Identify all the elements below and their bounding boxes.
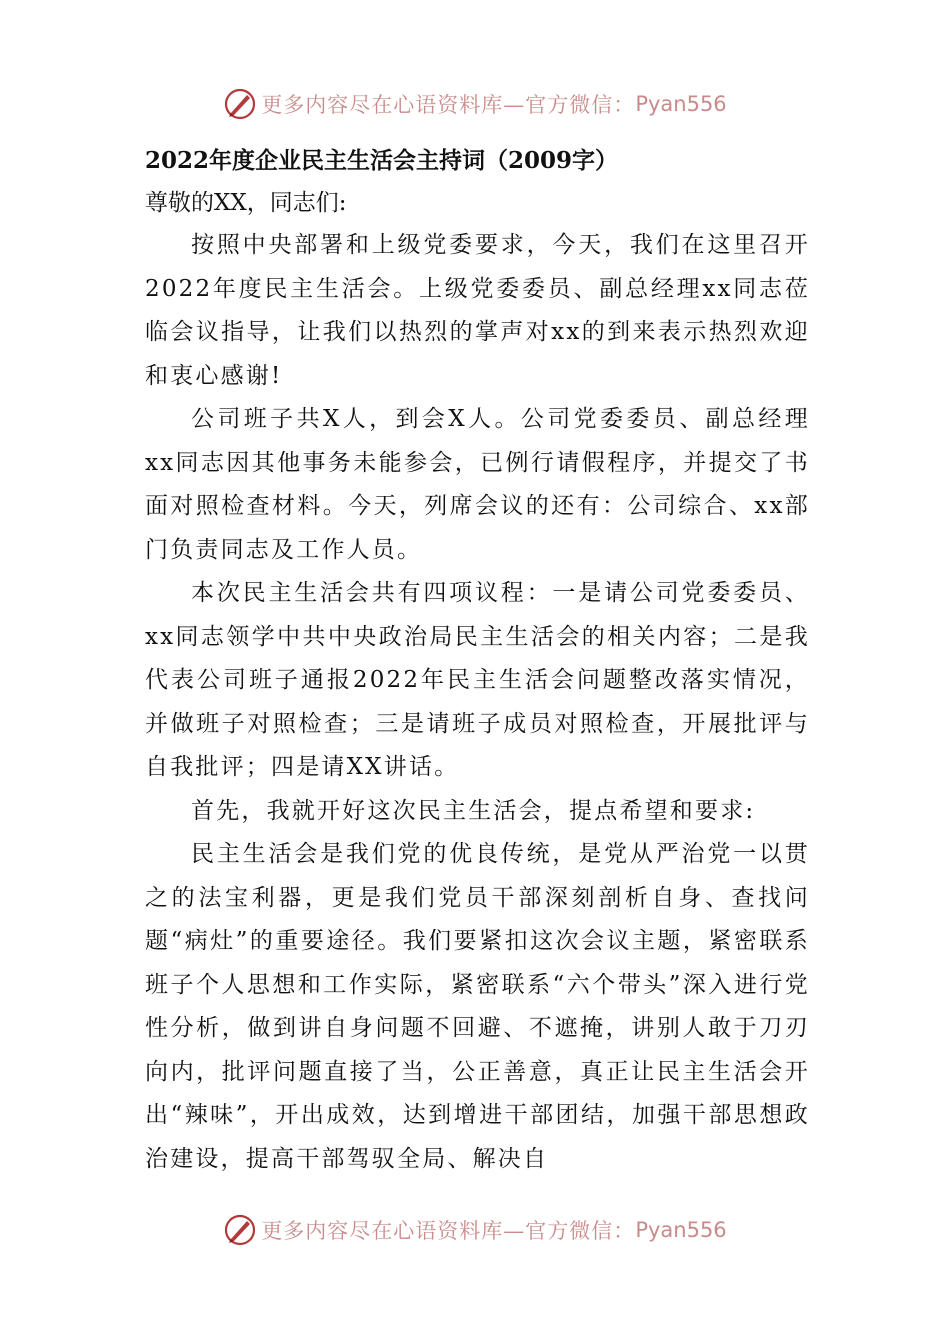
paragraph: 公司班子共X人，到会X人。公司党委委员、副总经理xx同志因其他事务未能参会，已例行请假程序，并提交了书面对照检查材料。今天，列席会议的还有：公司综合、xx部门负责同志及工作人员。	[145, 406, 810, 563]
footer-banner	[0, 1210, 950, 1250]
paragraph: 按照中央部署和上级党委要求，今天，我们在这里召开2022年度民主生活会。上级党委委员、副总经理xx同志莅临会议指导，让我们以热烈的掌声对xx的到来表示热烈欢迎和衷心感谢!	[145, 232, 810, 389]
paragraph: 本次民主生活会共有四项议程：一是请公司党委委员、xx同志领学中共中央政治局民主生活会的相关内容；二是我代表公司班子通报2022年民主生活会问题整改落实情况，并做班子对照检查；三是请班子成员对照检查，开展批评与自我批评；四是请XX讲话。	[145, 580, 810, 780]
paragraph: 民主生活会是我们党的优良传统，是党从严治党一以贯之的法宝利器，更是我们党员干部深刻剖析自身、查找问题“病灶”的重要途径。我们要紧扣这次会议主题，紧密联系班子个人思想和工作实际，紧密联系“六个带头”深入进行党性分析，做到讲自身问题不回避、不遮掩，讲别人敢于刀刃向内，批评问题直接了当，公正善意，真正让民主生活会开出“辣味”，开出成效，达到增进干部团结，加强干部思想政治建设，提高干部驾驭全局、解决自	[145, 841, 810, 1172]
greeting: 尊敬的XX，同志们:	[145, 190, 347, 216]
banner-wechat-id: Pyan556	[635, 92, 727, 116]
document-title: 2022年度企业民主生活会主持词（2009字）	[145, 147, 619, 174]
header-banner	[0, 84, 950, 124]
paragraph: 首先，我就开好这次民主生活会，提点希望和要求:	[191, 797, 756, 824]
banner-text: 更多内容尽在心语资料库—官方微信：	[261, 93, 636, 117]
banner-text: 更多内容尽在心语资料库—官方微信：	[261, 1219, 636, 1243]
pen-logo-icon	[223, 87, 257, 121]
pen-logo-icon	[223, 1213, 257, 1247]
banner-wechat-id: Pyan556	[635, 1218, 727, 1242]
document-body	[145, 140, 810, 1181]
